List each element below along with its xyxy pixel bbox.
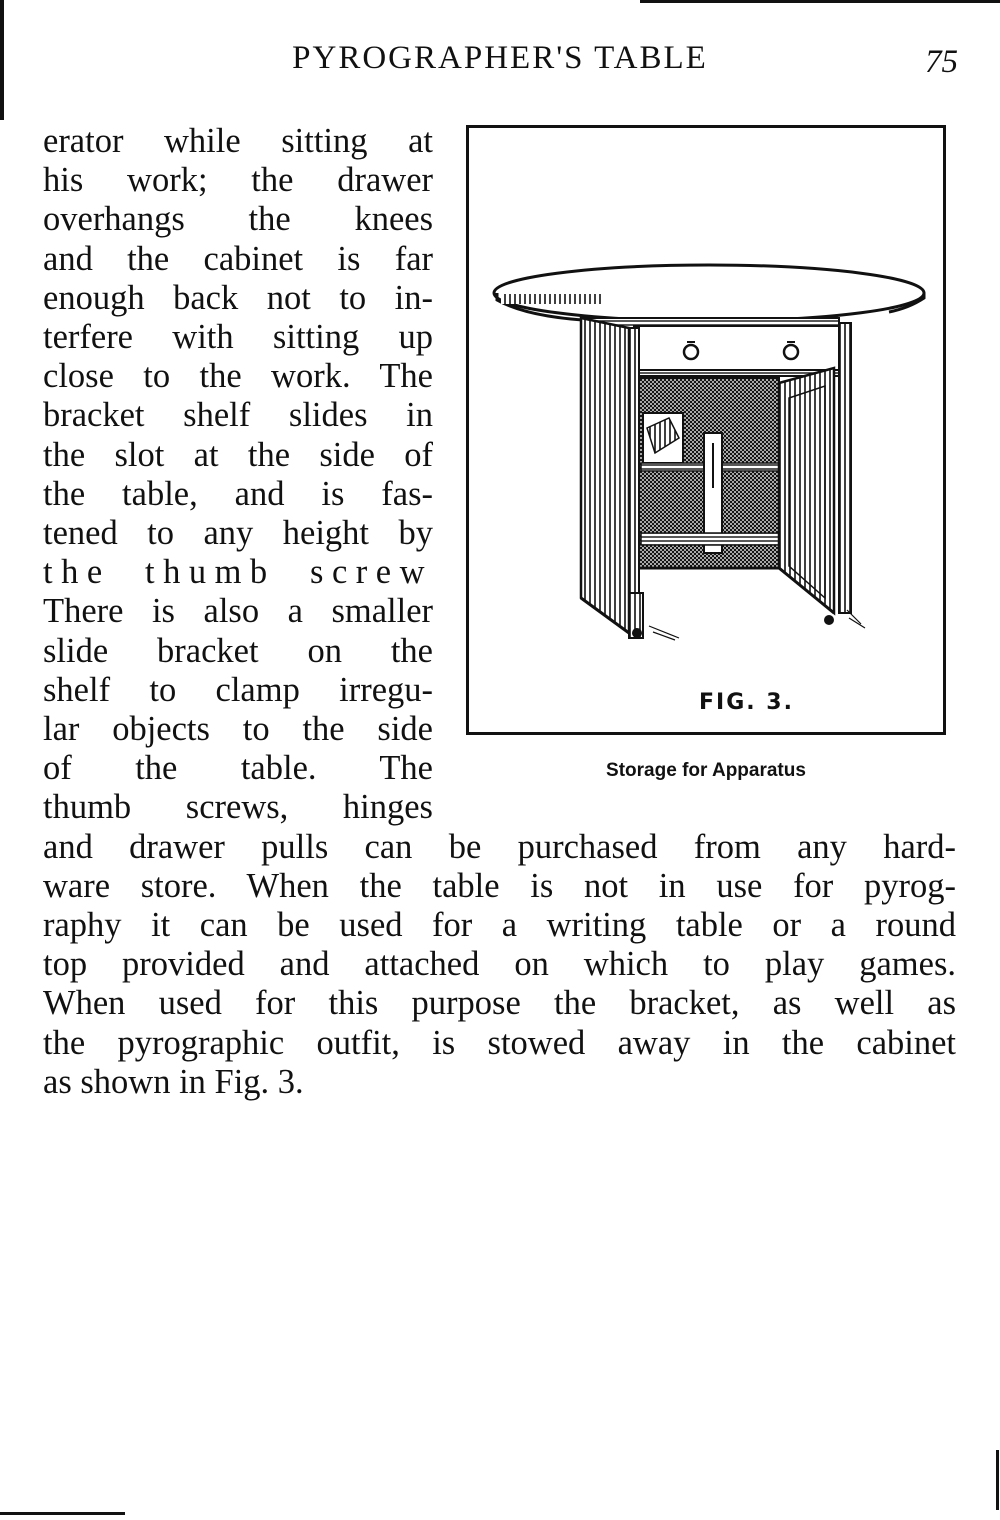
figure-label: FIG. 3.: [699, 690, 794, 715]
text-line: bracket shelf slides in: [43, 396, 433, 435]
table-illustration: [469, 128, 943, 732]
scan-edge-mark: [996, 1450, 999, 1510]
text-line: top provided and attached on which to play games.: [43, 945, 956, 984]
text-line: the slot at the side of: [43, 435, 433, 474]
text-line: There is also a smaller: [43, 592, 433, 631]
text-line: as shown in Fig. 3.: [43, 1062, 304, 1101]
text-line: When used for this purpose the bracket, as well as: [43, 984, 956, 1023]
text-line: close to the work. The: [43, 357, 433, 396]
text-line: enough back not to in-: [43, 278, 433, 317]
running-head: [0, 40, 1000, 80]
text-line: lar objects to the side: [43, 710, 433, 749]
text-line: his work; the drawer: [43, 161, 433, 200]
text-line: of the table. The: [43, 749, 433, 788]
text-line: thumb screws, hinges: [43, 788, 433, 827]
text-line: tened to any height by: [43, 514, 433, 553]
text-line: the pyrographic outfit, is stowed away in the cabinet: [43, 1023, 956, 1062]
text-line: ware store. When the table is not in use for pyrog-: [43, 866, 956, 905]
figure-caption: Storage for Apparatus: [606, 760, 806, 781]
figure-frame: [466, 125, 946, 735]
text-line: terfere with sitting up: [43, 318, 433, 357]
text-line: slide bracket on the: [43, 631, 433, 670]
text-line: the thumb screw: [43, 553, 433, 592]
text-line: the table, and is fas-: [43, 474, 433, 513]
text-line: and drawer pulls can be purchased from any hard-: [43, 827, 956, 866]
scan-edge-mark: [640, 0, 1000, 3]
text-line: erator while sitting at: [43, 122, 433, 160]
text-line: raphy it can be used for a writing table or a round: [43, 906, 956, 945]
text-line: overhangs the knees: [43, 200, 433, 239]
scan-edge-mark: [0, 1512, 125, 1515]
text-line: shelf to clamp irregu-: [43, 670, 433, 709]
page-number: 75: [925, 44, 958, 80]
text-line: and the cabinet is far: [43, 239, 433, 278]
page-title: PYROGRAPHER'S TABLE: [292, 40, 708, 76]
